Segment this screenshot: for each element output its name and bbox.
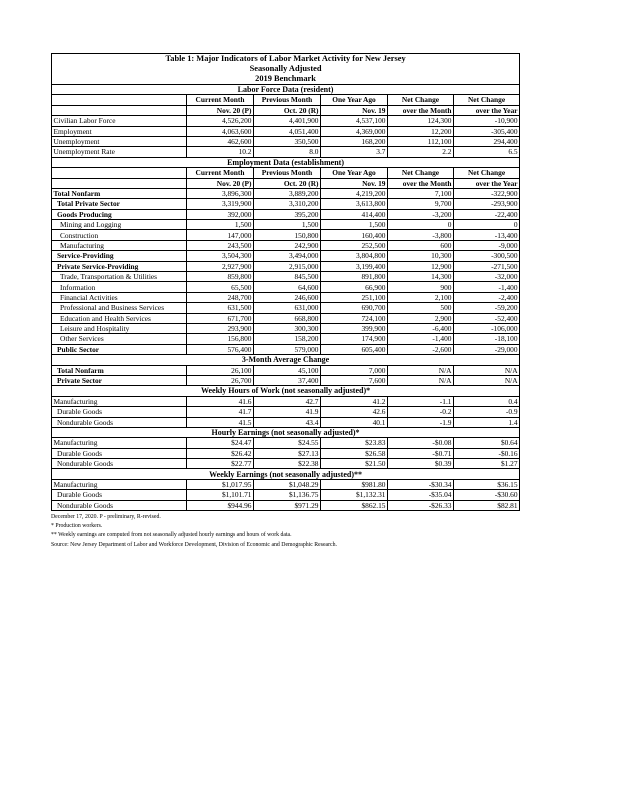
table-cell: -$30.34 [388, 479, 454, 489]
table-cell: 243,500 [187, 240, 254, 250]
row-label: Manufacturing [52, 396, 187, 406]
table-cell: 4,526,200 [187, 116, 254, 126]
table-cell: 579,000 [254, 344, 321, 354]
row-label: Information [52, 282, 187, 292]
table-cell: 3,199,400 [321, 261, 388, 271]
table-cell: 41.9 [254, 407, 321, 417]
labor-market-indicators-table [51, 53, 520, 511]
table-cell: -106,000 [454, 323, 520, 333]
table-cell: -0.9 [454, 407, 520, 417]
table-cell: 42.7 [254, 396, 321, 406]
table-cell: 500 [388, 303, 454, 313]
table-cell: 671,700 [187, 313, 254, 323]
column-header: over the Year [454, 105, 520, 115]
table-row [52, 500, 520, 510]
table-cell: 690,700 [321, 303, 388, 313]
table-cell: 1,500 [254, 220, 321, 230]
table-cell: 4,219,200 [321, 188, 388, 198]
table-cell: 2,927,900 [187, 261, 254, 271]
table-cell: 2,100 [388, 292, 454, 302]
column-header-blank [52, 105, 187, 115]
table-cell: 66,900 [321, 282, 388, 292]
table-title-line: 2019 Benchmark [52, 74, 520, 85]
title-row [52, 54, 520, 65]
column-header: Net Change [388, 95, 454, 105]
table-cell: N/A [388, 375, 454, 385]
table-cell: -9,000 [454, 240, 520, 250]
table-cell: 10,300 [388, 251, 454, 261]
table-cell: 246,600 [254, 292, 321, 302]
column-header: Net Change [388, 168, 454, 178]
table-cell: 462,600 [187, 136, 254, 146]
column-header: Previous Month [254, 95, 321, 105]
table-row [52, 251, 520, 261]
table-cell: N/A [388, 365, 454, 375]
column-header: Nov. 19 [321, 105, 388, 115]
document [51, 53, 519, 550]
table-cell: 4,401,900 [254, 116, 321, 126]
table-row [52, 209, 520, 219]
table-cell: 724,100 [321, 313, 388, 323]
section-header-row [52, 469, 520, 479]
table-row [52, 292, 520, 302]
table-cell: $21.50 [321, 459, 388, 469]
table-cell: $26.58 [321, 448, 388, 458]
table-row [52, 407, 520, 417]
section-header-row [52, 355, 520, 365]
table-cell: -3,800 [388, 230, 454, 240]
table-cell: 8.0 [254, 147, 321, 157]
row-label: Total Nonfarm [52, 188, 187, 198]
table-cell: 7,000 [321, 365, 388, 375]
footnote-line: * Production workers. [51, 523, 103, 530]
table-cell: -1,400 [454, 282, 520, 292]
row-label: Nondurable Goods [52, 417, 187, 427]
table-cell: 392,000 [187, 209, 254, 219]
section-header-row [52, 85, 520, 95]
row-label: Manufacturing [52, 479, 187, 489]
table-title-line: Table 1: Major Indicators of Labor Market Activity for New Jersey [52, 54, 520, 65]
table-cell: 41.5 [187, 417, 254, 427]
table-row [52, 375, 520, 385]
table-cell: 150,800 [254, 230, 321, 240]
table-cell: -305,400 [454, 126, 520, 136]
table-cell: -2,400 [454, 292, 520, 302]
row-label: Leisure and Hospitality [52, 323, 187, 333]
table-cell: 4,369,000 [321, 126, 388, 136]
table-cell: 41.6 [187, 396, 254, 406]
table-cell: $82.81 [454, 500, 520, 510]
table-row [52, 272, 520, 282]
section-title: Weekly Earnings (not seasonally adjusted)** [52, 469, 520, 479]
table-cell: 859,800 [187, 272, 254, 282]
table-cell: -1.1 [388, 396, 454, 406]
column-header-row [52, 95, 520, 105]
table-cell: 1,500 [187, 220, 254, 230]
row-label: Manufacturing [52, 240, 187, 250]
table-cell: $0.64 [454, 438, 520, 448]
row-label: Nondurable Goods [52, 459, 187, 469]
table-cell: 12,200 [388, 126, 454, 136]
table-cell: -52,400 [454, 313, 520, 323]
table-cell: -32,000 [454, 272, 520, 282]
table-row [52, 490, 520, 500]
table-row [52, 479, 520, 489]
table-row [52, 261, 520, 271]
table-cell: N/A [454, 365, 520, 375]
section-title: Employment Data (establishment) [52, 157, 520, 167]
table-cell: $26.42 [187, 448, 254, 458]
table-cell: 9,700 [388, 199, 454, 209]
column-header: Nov. 20 (P) [187, 105, 254, 115]
table-cell: 168,200 [321, 136, 388, 146]
row-label: Unemployment Rate [52, 147, 187, 157]
table-cell: $971.29 [254, 500, 321, 510]
table-cell: 2,900 [388, 313, 454, 323]
table-cell: -18,100 [454, 334, 520, 344]
table-cell: 399,900 [321, 323, 388, 333]
section-title: Hourly Earnings (not seasonally adjusted)* [52, 427, 520, 437]
table-cell: 41.2 [321, 396, 388, 406]
table-cell: 14,300 [388, 272, 454, 282]
table-cell: $1,048.29 [254, 479, 321, 489]
row-label: Construction [52, 230, 187, 240]
table-cell: 600 [388, 240, 454, 250]
column-header-row [52, 178, 520, 188]
table-cell: $23.83 [321, 438, 388, 448]
table-cell: -$0.16 [454, 448, 520, 458]
row-label: Professional and Business Services [52, 303, 187, 313]
table-row [52, 448, 520, 458]
table-title-line: Seasonally Adjusted [52, 64, 520, 74]
row-label: Public Sector [52, 344, 187, 354]
row-label: Nondurable Goods [52, 500, 187, 510]
table-cell: 0.4 [454, 396, 520, 406]
table-cell: 112,100 [388, 136, 454, 146]
table-row [52, 199, 520, 209]
column-header: over the Month [388, 178, 454, 188]
column-header: Current Month [187, 95, 254, 105]
column-header: One Year Ago [321, 168, 388, 178]
table-cell: 174,900 [321, 334, 388, 344]
table-cell: 3,613,800 [321, 199, 388, 209]
table-cell: 6.5 [454, 147, 520, 157]
table-cell: 845,500 [254, 272, 321, 282]
table-cell: -59,200 [454, 303, 520, 313]
table-cell: -1,400 [388, 334, 454, 344]
table-cell: $1,132.31 [321, 490, 388, 500]
table-row [52, 417, 520, 427]
table-cell: 12,900 [388, 261, 454, 271]
table-cell: 350,500 [254, 136, 321, 146]
table-cell: 3,889,200 [254, 188, 321, 198]
table-cell: 147,000 [187, 230, 254, 240]
table-cell: 3,310,200 [254, 199, 321, 209]
table-cell: -293,900 [454, 199, 520, 209]
table-cell: 395,200 [254, 209, 321, 219]
table-cell: $862.15 [321, 500, 388, 510]
row-label: Private Service-Providing [52, 261, 187, 271]
row-label: Service-Providing [52, 251, 187, 261]
column-header: Net Change [454, 168, 520, 178]
table-row [52, 220, 520, 230]
footnote-line: ** Weekly earnings are computed from not seasonally adjusted hourly earnings and hours of work data. [51, 532, 292, 539]
table-row [52, 365, 520, 375]
table-cell: $27.13 [254, 448, 321, 458]
table-cell: 3,319,900 [187, 199, 254, 209]
section-header-row [52, 157, 520, 167]
table-cell: -3,200 [388, 209, 454, 219]
table-cell: 7,100 [388, 188, 454, 198]
table-cell: 4,063,600 [187, 126, 254, 136]
column-header: Oct. 20 (R) [254, 105, 321, 115]
section-title: 3-Month Average Change [52, 355, 520, 365]
table-row [52, 240, 520, 250]
table-cell: $1,017.95 [187, 479, 254, 489]
table-cell: 0 [388, 220, 454, 230]
table-cell: 0 [454, 220, 520, 230]
section-header-row [52, 427, 520, 437]
column-header: Nov. 19 [321, 178, 388, 188]
table-row [52, 313, 520, 323]
row-label: Financial Activities [52, 292, 187, 302]
column-header-blank [52, 178, 187, 188]
row-label: Trade, Transportation & Utilities [52, 272, 187, 282]
row-label: Civilian Labor Force [52, 116, 187, 126]
row-label: Manufacturing [52, 438, 187, 448]
column-header: Net Change [454, 95, 520, 105]
row-label: Durable Goods [52, 407, 187, 417]
row-label: Education and Health Services [52, 313, 187, 323]
table-cell: 65,500 [187, 282, 254, 292]
row-label: Unemployment [52, 136, 187, 146]
table-cell: -22,400 [454, 209, 520, 219]
row-label: Other Services [52, 334, 187, 344]
column-header: over the Year [454, 178, 520, 188]
table-cell: -1.9 [388, 417, 454, 427]
row-label: Durable Goods [52, 448, 187, 458]
row-label: Total Private Sector [52, 199, 187, 209]
table-cell: $24.55 [254, 438, 321, 448]
table-cell: -$0.08 [388, 438, 454, 448]
table-cell: $22.38 [254, 459, 321, 469]
table-cell: 37,400 [254, 375, 321, 385]
table-cell: $944.96 [187, 500, 254, 510]
row-label: Employment [52, 126, 187, 136]
table-row [52, 126, 520, 136]
table-cell: $22.77 [187, 459, 254, 469]
table-cell: 1,500 [321, 220, 388, 230]
row-label: Total Nonfarm [52, 365, 187, 375]
column-header-blank [52, 95, 187, 105]
table-row [52, 230, 520, 240]
column-header: Nov. 20 (P) [187, 178, 254, 188]
table-cell: 605,400 [321, 344, 388, 354]
table-cell: -0.2 [388, 407, 454, 417]
table-cell: 3,804,800 [321, 251, 388, 261]
table-cell: 242,900 [254, 240, 321, 250]
table-row [52, 438, 520, 448]
footnotes [51, 513, 519, 550]
table-cell: 252,500 [321, 240, 388, 250]
column-header: One Year Ago [321, 95, 388, 105]
table-cell: $1,136.75 [254, 490, 321, 500]
table-cell: 631,000 [254, 303, 321, 313]
table-cell: 668,800 [254, 313, 321, 323]
table-cell: 64,600 [254, 282, 321, 292]
table-cell: 3,504,300 [187, 251, 254, 261]
table-cell: 2.2 [388, 147, 454, 157]
row-label: Private Sector [52, 375, 187, 385]
table-cell: 7,600 [321, 375, 388, 385]
table-cell: -$26.33 [388, 500, 454, 510]
table-cell: 3.7 [321, 147, 388, 157]
table-cell: 293,900 [187, 323, 254, 333]
table-cell: 42.6 [321, 407, 388, 417]
table-row [52, 344, 520, 354]
table-cell: 26,700 [187, 375, 254, 385]
table-row [52, 396, 520, 406]
table-cell: $36.15 [454, 479, 520, 489]
column-header: Previous Month [254, 168, 321, 178]
table-cell: 300,300 [254, 323, 321, 333]
table-cell: -$35.04 [388, 490, 454, 500]
column-header: Oct. 20 (R) [254, 178, 321, 188]
table-cell: -$30.60 [454, 490, 520, 500]
table-row [52, 282, 520, 292]
section-title: Weekly Hours of Work (not seasonally adjusted)* [52, 386, 520, 396]
table-cell: 156,800 [187, 334, 254, 344]
table-cell: -322,900 [454, 188, 520, 198]
table-cell: -13,400 [454, 230, 520, 240]
table-cell: -300,500 [454, 251, 520, 261]
table-row [52, 188, 520, 198]
table-cell: 294,400 [454, 136, 520, 146]
table-cell: 10.2 [187, 147, 254, 157]
table-row [52, 459, 520, 469]
table-cell: 3,494,000 [254, 251, 321, 261]
row-label: Mining and Logging [52, 220, 187, 230]
table-row [52, 334, 520, 344]
table-cell: 1.4 [454, 417, 520, 427]
column-header: Current Month [187, 168, 254, 178]
table-cell: -10,900 [454, 116, 520, 126]
table-cell: 26,100 [187, 365, 254, 375]
table-cell: 45,100 [254, 365, 321, 375]
column-header-row [52, 105, 520, 115]
table-cell: -271,500 [454, 261, 520, 271]
table-row [52, 147, 520, 157]
table-cell: $24.47 [187, 438, 254, 448]
table-cell: -29,000 [454, 344, 520, 354]
table-cell: 40.1 [321, 417, 388, 427]
table-cell: 4,537,100 [321, 116, 388, 126]
column-header-row [52, 168, 520, 178]
table-cell: 414,400 [321, 209, 388, 219]
table-cell: 891,800 [321, 272, 388, 282]
table-cell: $0.39 [388, 459, 454, 469]
section-title: Labor Force Data (resident) [52, 85, 520, 95]
table-row [52, 323, 520, 333]
column-header: over the Month [388, 105, 454, 115]
table-cell: $1.27 [454, 459, 520, 469]
table-cell: N/A [454, 375, 520, 385]
title-row [52, 64, 520, 74]
column-header-blank [52, 168, 187, 178]
table-row [52, 136, 520, 146]
row-label: Goods Producing [52, 209, 187, 219]
table-row [52, 303, 520, 313]
table-cell: 2,915,000 [254, 261, 321, 271]
table-cell: 251,100 [321, 292, 388, 302]
table-cell: -2,600 [388, 344, 454, 354]
table-cell: $981.80 [321, 479, 388, 489]
table-cell: $1,101.71 [187, 490, 254, 500]
table-cell: 43.4 [254, 417, 321, 427]
table-cell: 158,200 [254, 334, 321, 344]
table-cell: 248,700 [187, 292, 254, 302]
footnote-line: Source: New Jersey Department of Labor and Workforce Development, Division of Economic and Demographic Research. [51, 541, 337, 548]
table-cell: 631,500 [187, 303, 254, 313]
section-header-row [52, 386, 520, 396]
table-cell: 160,400 [321, 230, 388, 240]
table-cell: 41.7 [187, 407, 254, 417]
table-cell: 576,400 [187, 344, 254, 354]
table-cell: 4,051,400 [254, 126, 321, 136]
table-cell: 124,300 [388, 116, 454, 126]
table-cell: 900 [388, 282, 454, 292]
footnote-line: December 17, 2020. P - preliminary, R-revised. [51, 514, 161, 521]
row-label: Durable Goods [52, 490, 187, 500]
table-cell: -6,400 [388, 323, 454, 333]
title-row [52, 74, 520, 85]
table-cell: 3,896,300 [187, 188, 254, 198]
table-cell: -$0.71 [388, 448, 454, 458]
table-row [52, 116, 520, 126]
